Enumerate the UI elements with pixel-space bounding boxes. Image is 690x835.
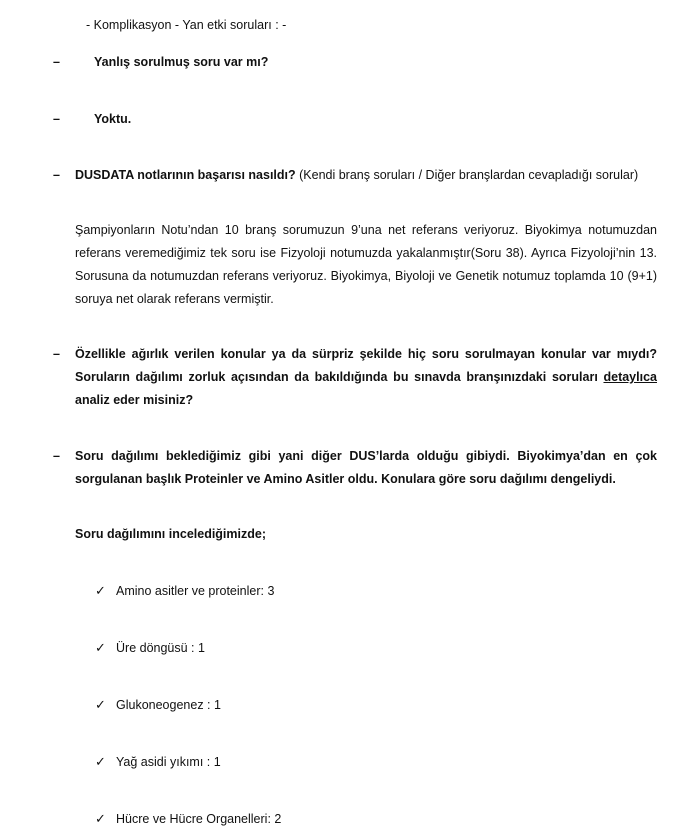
list-item-label: Üre döngüsü : 1 xyxy=(116,641,205,655)
list-item-label: Amino asitler ve proteinler: 3 xyxy=(116,584,275,598)
underlined-word: detaylıca xyxy=(603,370,657,384)
distribution-heading: Soru dağılımını incelediğimizde; xyxy=(75,527,266,541)
question-dusdata-note: (Kendi branş soruları / Diğer branşlardan cevapladığı sorular) xyxy=(295,168,639,182)
question-topic-end: analiz eder misiniz? xyxy=(75,393,194,407)
answer-none: Yoktu. xyxy=(94,112,132,126)
question-topic-distribution xyxy=(75,343,657,412)
list-item-label: Yağ asidi yıkımı : 1 xyxy=(116,755,221,769)
question-wrong-questions: Yanlış sorulmuş soru var mı? xyxy=(94,55,269,69)
dash-bullet-4: – xyxy=(53,347,60,361)
list-item-label: Glukoneogenez : 1 xyxy=(116,698,221,712)
dash-bullet-2: – xyxy=(53,112,60,126)
question-topic-text: Özellikle ağırlık verilen konular ya da sürpriz şekilde hiç soru sorulmayan konular var mıydı? Soruların dağılımı zorluk açısından da bakıldığında bu sınavda branşınızdaki soruları xyxy=(75,347,657,384)
answer-paragraph-references: Şampiyonların Notu’ndan 10 branş sorumuzun 9’una net referans veriyoruz. Biyokimya notumuzdan referans veremediğimiz tek soru ise Fizyoloji notumuzda yakalanmıştır(Soru 38). Ayrıca Fizyoloji’nin 13. Sorusuna da notumuzdan referans veriyoruz. Biyokimya, Biyoloji ve Genetik notumuz toplamda 10 (9+1) soruya net olarak referans vermiştir. xyxy=(75,223,657,306)
dash-bullet-3: – xyxy=(53,168,60,182)
answer-distribution: Soru dağılımı beklediğimiz gibi yani diğer DUS’larda olduğu gibiydi. Biyokimya’dan en çok sorgulanan başlık Proteinler ve Amino Asitler oldu. Konulara göre soru dağılımı dengeliydi. xyxy=(75,449,657,486)
complication-line: - Komplikasyon - Yan etki soruları : - xyxy=(86,18,287,32)
question-dusdata-bold: DUSDATA notlarının başarısı nasıldı? xyxy=(75,168,296,182)
checkmark-icon: ✓ xyxy=(95,697,106,712)
checkmark-icon: ✓ xyxy=(95,640,106,655)
dash-bullet-5: – xyxy=(53,449,60,463)
list-item-label: Hücre ve Hücre Organelleri: 2 xyxy=(116,812,282,826)
checkmark-icon: ✓ xyxy=(95,754,106,769)
dash-bullet-1: – xyxy=(53,55,60,69)
checkmark-icon: ✓ xyxy=(95,583,106,598)
checkmark-icon: ✓ xyxy=(95,811,106,826)
question-dusdata-success xyxy=(75,168,638,182)
